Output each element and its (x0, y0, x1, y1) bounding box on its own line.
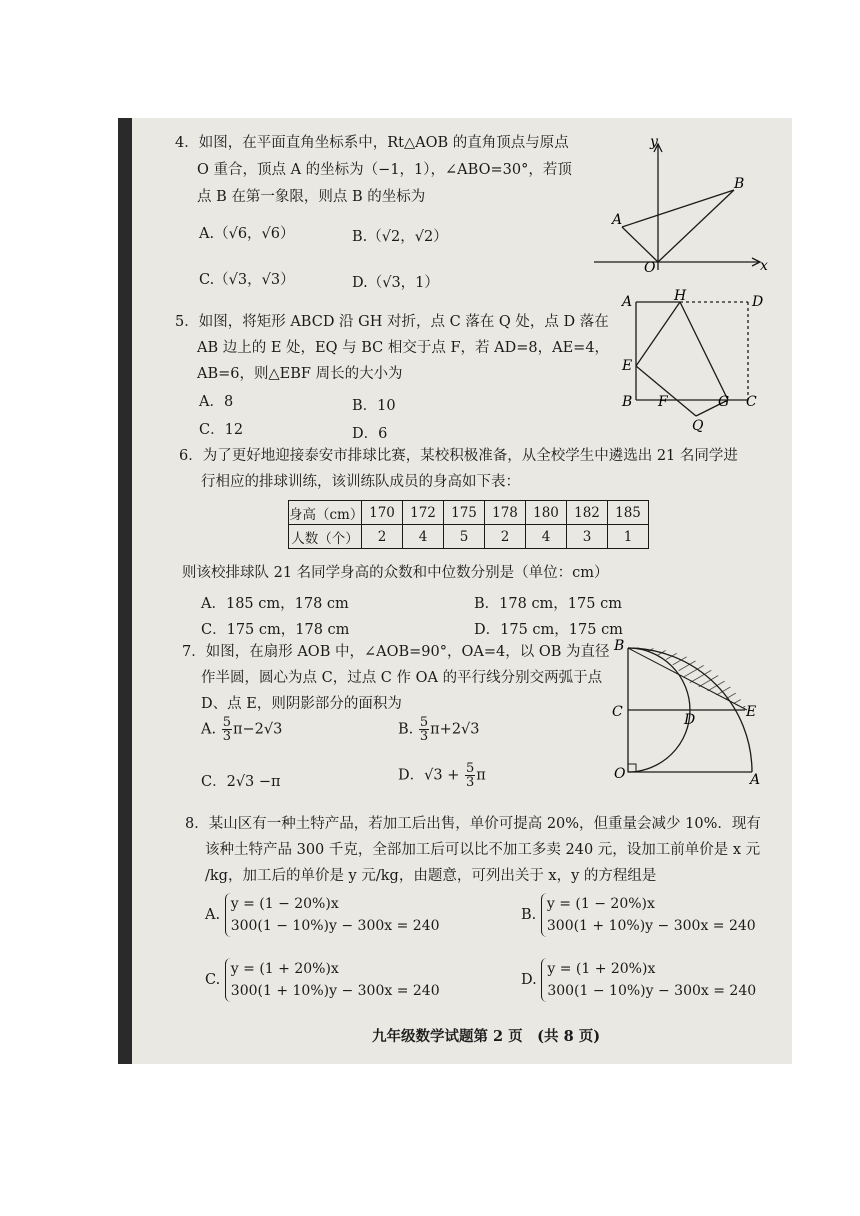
fraction-denominator: 3 (465, 775, 475, 790)
q7-option-a-label: A. (201, 721, 217, 738)
table-cell: 170 (362, 501, 403, 525)
q7-option-d-fraction (465, 762, 475, 789)
q8-option-d-label: D. (521, 972, 537, 988)
q7-option-a-fraction (222, 716, 232, 743)
q5-fig-label-e: E (622, 358, 633, 374)
q4-fig-label-y: y (650, 134, 658, 150)
q5-fig-label-f: F (658, 394, 668, 410)
table-cell: 175 (444, 501, 485, 525)
q5-line1: 5．如图，将矩形 ABCD 沿 GH 对折，点 C 落在 Q 处，点 D 落在 (175, 314, 609, 330)
q4-line3: 点 B 在第一象限，则点 B 的坐标为 (197, 189, 426, 205)
q6-option-b: B．178 cm，175 cm (474, 596, 622, 612)
q4-fig-label-o: O (644, 260, 656, 275)
q5-fig-label-c: C (746, 394, 757, 410)
equation-1: y = (1 + 20%)x (230, 961, 339, 977)
q7-line1: 7．如图，在扇形 AOB 中，∠AOB=90°，OA=4，以 OB 为直径 (182, 644, 610, 660)
q7-figure (610, 636, 770, 786)
q7-line2: 作半圆，圆心为点 C，过点 C 作 OA 的平行线分别交两弧于点 (201, 670, 603, 686)
q6-option-a: A．185 cm，178 cm (201, 596, 349, 612)
q8-line2: 该种土特产品 300 千克，全部加工后可以比不加工多卖 240 元，设加工前单价是 x 元 (205, 842, 761, 858)
q7-option-c: C．2√3 −π (201, 774, 281, 790)
q7-line3: D、点 E，则阴影部分的面积为 (201, 696, 402, 712)
q8-option-b-label: B. (521, 907, 537, 923)
fraction-numerator: 5 (465, 761, 475, 776)
q7-fig-label-c: C (612, 704, 623, 720)
q4-option-a: A.（√6，√6） (199, 226, 295, 242)
q6-line3: 则该校排球队 21 名同学身高的众数和中位数分别是（单位：cm） (182, 565, 609, 581)
q7-fig-label-d: D (684, 712, 696, 728)
equation-1: y = (1 + 20%)x (547, 961, 656, 977)
q8-line3: /kg，加工后的单价是 y 元/kg，由题意，可列出关于 x，y 的方程组是 (205, 868, 657, 884)
table-cell: 172 (403, 501, 444, 525)
q6-height-table (288, 500, 649, 549)
q8-option-b (521, 893, 756, 937)
q4-fig-label-a: A (612, 212, 623, 228)
q7-option-b-label: B. (398, 721, 414, 738)
q8-option-a-label: A. (205, 907, 221, 923)
q8-option-a (205, 893, 440, 937)
q5-option-b: B．10 (352, 398, 396, 414)
q7-option-a (201, 716, 282, 743)
q5-line3: AB=6，则△EBF 周长的大小为 (197, 366, 403, 382)
table-cell: 3 (567, 525, 608, 549)
q7-fig-label-e: E (746, 704, 757, 720)
q7-fig-label-o: O (614, 766, 626, 782)
q4-line1: 4．如图，在平面直角坐标系中，Rt△AOB 的直角顶点与原点 (175, 135, 569, 151)
equation-system (541, 893, 756, 937)
q4-fig-label-x: x (760, 258, 768, 274)
q6-line1: 6．为了更好地迎接泰安市排球比赛，某校积极准备，从全校学生中遴选出 21 名同学进 (179, 448, 738, 464)
q7-option-d-expr-end: π (476, 767, 486, 784)
q8-option-c (205, 958, 440, 1002)
table-cell: 2 (362, 525, 403, 549)
q7-fig-label-b: B (614, 638, 625, 654)
q7-option-d (398, 762, 486, 789)
table-cell: 182 (567, 501, 608, 525)
q5-fig-label-a: A (622, 294, 633, 310)
q6-option-c: C．175 cm，178 cm (201, 622, 350, 638)
table-cell: 2 (485, 525, 526, 549)
table-cell: 5 (444, 525, 485, 549)
q7-option-b-fraction (419, 716, 429, 743)
q5-fig-label-d: D (752, 294, 764, 310)
scan-edge (118, 118, 132, 1064)
equation-system (225, 893, 440, 937)
q5-option-d: D．6 (352, 426, 388, 442)
q7-option-b-expr: π+2√3 (430, 721, 480, 738)
table-cell: 4 (403, 525, 444, 549)
fraction-denominator: 3 (419, 729, 429, 744)
equation-1: y = (1 − 20%)x (230, 896, 339, 912)
q7-option-b (398, 716, 480, 743)
table-cell: 1 (608, 525, 649, 549)
q7-fig-label-a: A (750, 772, 761, 786)
q8-option-c-label: C. (205, 972, 221, 988)
q4-option-d: D.（√3，1） (352, 275, 439, 291)
q4-line2: O 重合，顶点 A 的坐标为（−1，1），∠ABO=30°，若顶 (197, 162, 572, 178)
equation-2: 300(1 + 10%)y − 300x = 240 (546, 918, 756, 934)
fraction-numerator: 5 (222, 715, 231, 730)
q4-option-c: C.（√3，√3） (199, 272, 295, 288)
q5-fig-label-g: G (718, 394, 730, 410)
q4-option-b: B.（√2，√2） (352, 229, 448, 245)
table-header-count: 人数（个） (289, 525, 362, 549)
table-header-height: 身高（cm） (289, 501, 362, 525)
equation-system (541, 958, 756, 1002)
q8-option-d (521, 958, 756, 1002)
equation-system (225, 958, 440, 1002)
q4-figure (590, 130, 770, 275)
table-cell: 4 (526, 525, 567, 549)
table-row (289, 525, 649, 549)
q5-fig-label-q: Q (692, 418, 704, 434)
table-cell: 180 (526, 501, 567, 525)
q8-line1: 8．某山区有一种土特产品，若加工后出售，单价可提高 20%，但重量会减少 10%．现有 (185, 816, 761, 832)
q5-option-a: A．8 (199, 394, 234, 410)
q5-fig-label-h: H (674, 288, 687, 304)
q6-option-d: D．175 cm，175 cm (474, 622, 623, 638)
q5-option-c: C．12 (199, 422, 244, 438)
fraction-numerator: 5 (419, 715, 429, 730)
fraction-denominator: 3 (222, 729, 231, 744)
q7-option-a-expr: π−2√3 (232, 721, 283, 738)
q4-fig-label-b: B (734, 176, 745, 192)
table-cell: 178 (485, 501, 526, 525)
q5-line2: AB 边上的 E 处，EQ 与 BC 相交于点 F，若 AD=8，AE=4， (197, 340, 610, 356)
table-cell: 185 (608, 501, 649, 525)
equation-1: y = (1 − 20%)x (546, 896, 655, 912)
q5-figure (618, 288, 778, 438)
q6-line2: 行相应的排球训练，该训练队成员的身高如下表： (201, 474, 520, 490)
equation-2: 300(1 − 10%)y − 300x = 240 (230, 918, 440, 934)
q5-fig-label-b: B (622, 394, 633, 410)
equation-2: 300(1 + 10%)y − 300x = 240 (230, 983, 440, 999)
page-footer: 九年级数学试题第 2 页 (共 8 页) (372, 1028, 601, 1045)
table-row (289, 501, 649, 525)
equation-2: 300(1 − 10%)y − 300x = 240 (547, 983, 757, 999)
q7-option-d-expr-start: D．√3 + (398, 767, 460, 784)
